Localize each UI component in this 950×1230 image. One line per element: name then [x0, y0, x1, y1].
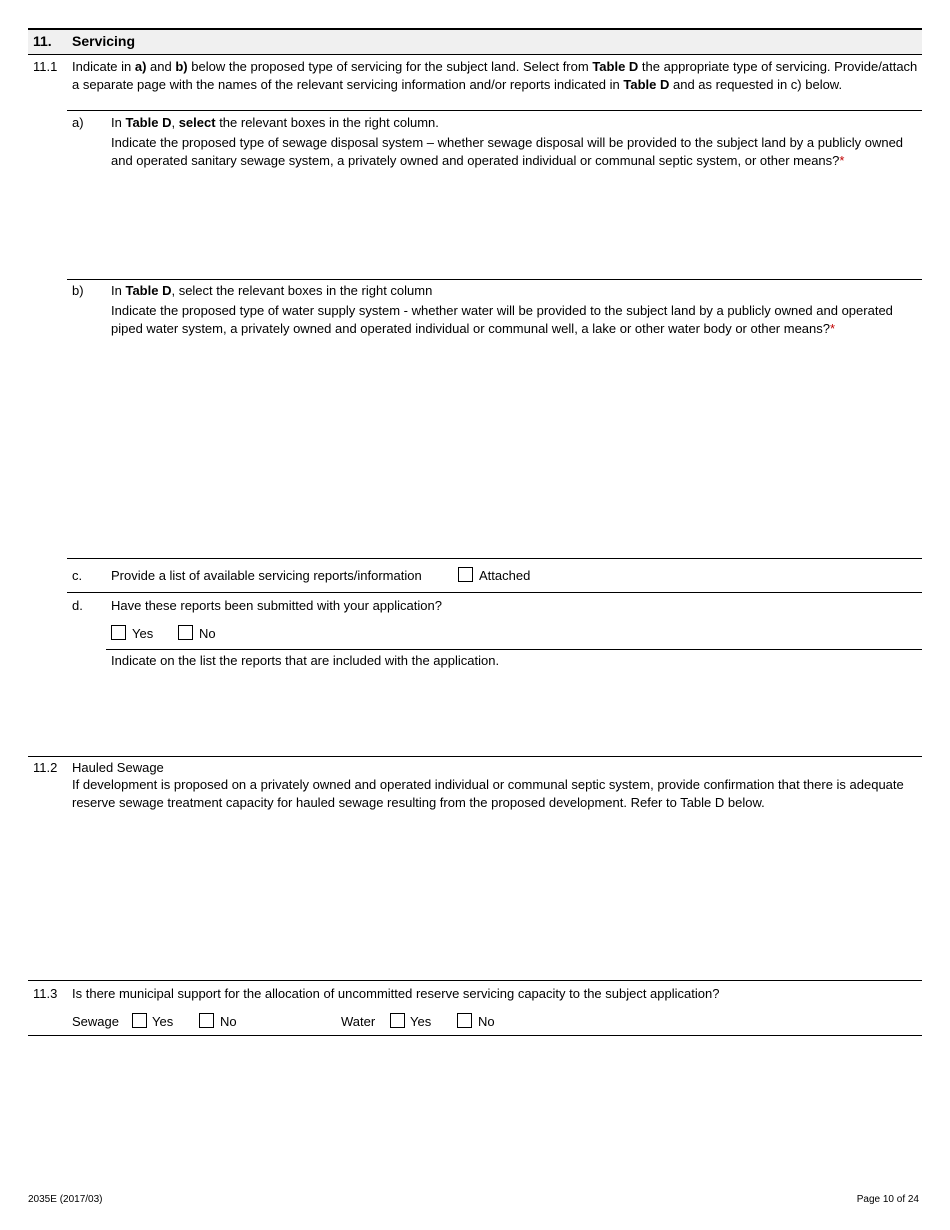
- item-d-note: Indicate on the list the reports that are included with the application.: [111, 653, 500, 668]
- divider: [67, 592, 922, 593]
- required-mark: *: [830, 320, 836, 336]
- divider: [67, 279, 922, 280]
- divider: [67, 558, 922, 559]
- water-label: Water: [341, 1014, 376, 1029]
- hauled-sewage-title: Hauled Sewage: [72, 760, 164, 775]
- divider: [106, 649, 922, 650]
- divider: [28, 980, 922, 981]
- page-number: Page 10 of 24: [856, 1194, 919, 1205]
- reports-submitted-no-checkbox[interactable]: [178, 625, 193, 640]
- divider: [67, 110, 922, 111]
- water-no-checkbox[interactable]: [457, 1013, 472, 1028]
- water-yes-checkbox[interactable]: [390, 1013, 405, 1028]
- section-title: Servicing: [72, 33, 136, 49]
- sewage-yes-checkbox[interactable]: [132, 1013, 147, 1028]
- question-number-11-1: 11.1: [33, 59, 58, 74]
- question-number-11-2: 11.2: [33, 760, 58, 775]
- item-a-instruction: In Table D, select the relevant boxes in the right column.: [111, 115, 439, 130]
- attached-checkbox[interactable]: [458, 567, 473, 582]
- sewage-no-label: No: [220, 1014, 237, 1029]
- section-number: 11.: [33, 33, 52, 49]
- water-yes-label: Yes: [410, 1014, 432, 1029]
- no-label: No: [199, 626, 216, 641]
- form-id: 2035E (2017/03): [28, 1194, 103, 1205]
- water-supply-answer-area[interactable]: [111, 358, 922, 554]
- water-no-label: No: [478, 1014, 495, 1029]
- hauled-sewage-answer-area[interactable]: [72, 816, 922, 976]
- item-c-label: c.: [72, 568, 83, 583]
- item-b-instruction: In Table D, select the relevant boxes in the right column: [111, 283, 433, 298]
- item-b-label: b): [72, 283, 84, 298]
- question-number-11-3: 11.3: [33, 986, 58, 1001]
- sewage-no-checkbox[interactable]: [199, 1013, 214, 1028]
- item-d-label: d.: [72, 598, 83, 613]
- item-b-question: Indicate the proposed type of water supply system - whether water will be provided to the subject land by a publicly owned and operated piped water system, a privately owned and operated individual or communal well, a lake or other water body or other means?*: [111, 303, 893, 336]
- divider: [28, 1035, 922, 1036]
- item-a-question: Indicate the proposed type of sewage disposal system – whether sewage disposal will be provided to the subject land by a publicly owned and operated sanitary sewage system, a privately owned and operated individual or communal septic system, or other means?*: [111, 135, 904, 168]
- reports-submitted-yes-checkbox[interactable]: [111, 625, 126, 640]
- sewage-yes-label: Yes: [152, 1014, 174, 1029]
- hauled-sewage-text: If development is proposed on a privately owned and operated individual or communal septic system, provide confirmation that there is adequate reserve sewage treatment capacity for hauled sewage resulting from the proposed development. Refer to Table D below.: [72, 777, 904, 810]
- item-c-text: Provide a list of available servicing reports/information: [111, 568, 422, 583]
- yes-label: Yes: [132, 626, 154, 641]
- section-header: [28, 28, 922, 55]
- question-11-3-text: Is there municipal support for the allocation of uncommitted reserve servicing capacity to the subject application?: [72, 986, 720, 1001]
- question-11-1-intro: Indicate in a) and b) below the proposed type of servicing for the subject land. Select from Table D the appropriate type of servicing. Provide/attach a separate page with the names of the relevant servicing information and/or reports indicated in Table D and as requested in c) below.: [72, 59, 918, 92]
- required-mark: *: [839, 152, 845, 168]
- item-d-text: Have these reports been submitted with your application?: [111, 598, 442, 613]
- sewage-disposal-answer-area[interactable]: [111, 190, 922, 276]
- attached-label: Attached: [479, 568, 531, 583]
- reports-list-answer-area[interactable]: [111, 672, 922, 752]
- divider: [28, 756, 922, 757]
- sewage-label: Sewage: [72, 1014, 119, 1029]
- item-a-label: a): [72, 115, 84, 130]
